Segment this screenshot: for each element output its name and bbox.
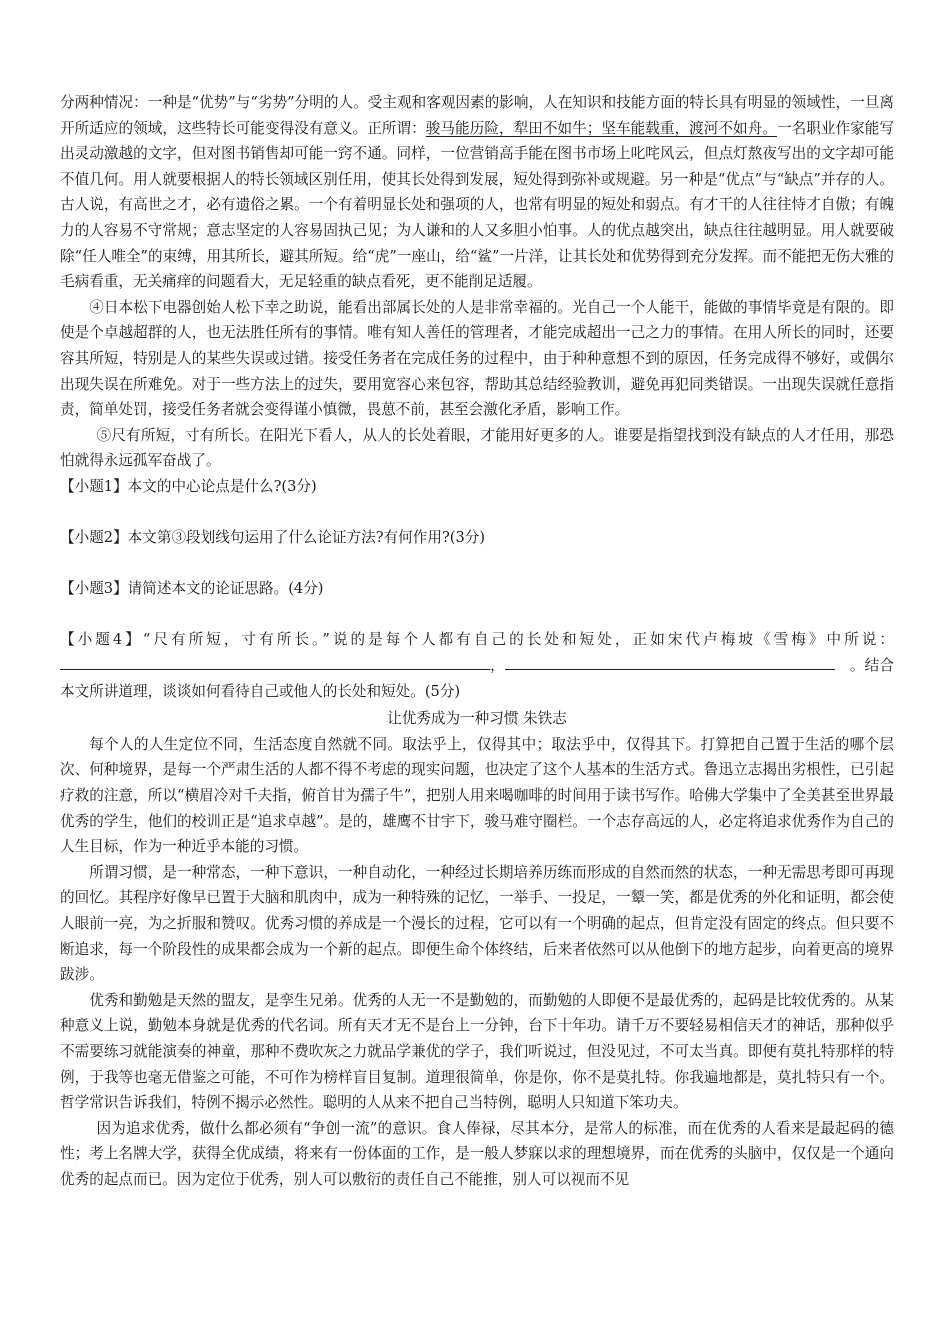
answer-space-1 (60, 500, 894, 526)
question-1: 【小题1】本文的中心论点是什么?(3分) (60, 477, 317, 495)
passage2-paragraph-2: 所谓习惯，是一种常态，一种下意识，一种自动化，一种经过长期培养历练而形成的自然而然的状态，一种无需思考即可再现的回忆。其程序好像早已置于大脑和肌肉中，成为一种特殊的记忆，一举手、一投足，一颦一笑，都是优秀的外化和证明，都会使人眼前一亮，为之折服和赞叹。优秀习惯的养成是一个漫长的过程，它可以有一个明确的起点，但肯定没有固定的终点。但只要不断追求，每一个阶段性的成果都会成为一个新的起点。即便生命个体终结，后来者依然可以从他倒下的地方起步，向着更高的境界跋涉。 (60, 863, 894, 984)
passage2-paragraph-3: 优秀和勤勉是天然的盟友，是孪生兄弟。优秀的人无一不是勤勉的，而勤勉的人即便不是最优秀的，起码是比较优秀的。从某种意义上说，勤勉本身就是优秀的代名词。所有天才无不是台上一分钟，台下十年功。请千万不要轻易相信天才的神话，那种似乎不需要练习就能演奏的神童，那种不费吹灰之力就品学兼优的学子，我们听说过，但没见过，不可太当真。即便有莫扎特那样的特例，于我等也毫无借鉴之可能，不可作为榜样盲目复制。道理很简单，你是你，你不是莫扎特。你我遍地都是，莫扎特只有一个。哲学常识告诉我们，特例不揭示必然性。聪明的人从来不把自己当特例，聪明人只知道下笨功夫。 (60, 991, 894, 1112)
fill-blank-2[interactable] (268, 653, 490, 670)
passage2-paragraph-4: 因为追求优秀，做什么都必须有“争创一流”的意识。食人俸禄，尽其本分，是常人的标准，而在优秀的人看来是最起码的德性；考上名牌大学，获得全优成绩，将来有一份体面的工作，是一般人梦寐以求的理想境界，而在优秀的头脑中，仅仅是一个通向优秀的起点而已。因为定位于优秀，别人可以敷衍的责任自己不能推，别人可以视而不见 (60, 1119, 894, 1188)
p3-text-before: 分两种情况：一种是“优势”与“劣势”分明的人。受主观和客观因素的影响，人在知识和技能方面的特长具有明显的领域性，一旦离开所适应的领域，这些特长可能变得没有意义。正所谓： (60, 94, 894, 137)
underlined-sentence: 骏马能历险，犁田不如牛；坚车能载重，渡河不如舟。 (425, 119, 777, 137)
question-4-rest: 。结合本文所讲道理，谈谈如何看待自己或他人的长处和短处。(5分) (60, 657, 894, 700)
answer-space-3 (60, 602, 894, 628)
fill-blank-3[interactable] (505, 653, 835, 670)
question-4-prompt: 【小题4】“尺有所短，寸有所长。”说的是每个人都有自己的长处和短处，正如宋代卢梅坡《雪梅》中所说： (60, 631, 894, 649)
p3-text-after: 一名职业作家能写出灵动激越的文字，但对图书销售却可能一窍不通。同样，一位营销高手能在图书市场上叱咤风云，但点灯熬夜写出的文字却可能不值几何。用人就要根据人的特长领域区别任用，使其长处得到发展，短处得到弥补或规避。另一种是“优点”与“缺点”并存的人。古人说，有高世之才，必有遗俗之累。一个有着明显长处和强项的人，也常有明显的短处和弱点。有才干的人往往恃才自傲；有魄力的人容易不守常规；意志坚定的人容易固执己见；为人谦和的人又多胆小怕事。人的优点越突出，缺点往往越明显。用人就要破除“任人唯全”的束缚，用其所长，避其所短。给“虎”一座山，给“鲨”一片洋，让其长处和优势得到充分发挥。而不能把无伤大雅的毛病看重，无关痛痒的问题看大，无足轻重的缺点看死，更不能削足适履。 (60, 119, 894, 291)
blank-separator: ， (490, 657, 505, 675)
passage1-paragraph-3 (60, 90, 894, 295)
answer-space-2 (60, 551, 894, 577)
passage2-paragraph-1: 每个人的人生定位不同，生活态度自然就不同。取法乎上，仅得其中；取法乎中，仅得其下。打算把自己置于生活的哪个层次、何种境界，是每一个严肃生活的人都不得不考虑的现实问题，也决定了这个人基本的生活方式。鲁迅立志揭出劣根性，已引起疗救的注意，所以“横眉冷对千夫指，俯首甘为孺子牛”，把别人用来喝咖啡的时间用于读书写作。哈佛大学集中了全美甚至世界最优秀的学生，他们的校训正是“追求卓越”。是的，雄鹰不甘宇下，骏马难守圈栏。一个志存高远的人，必定将追求优秀作为自己的人生目标，作为一种近乎本能的习惯。 (60, 735, 894, 856)
fill-blank-1[interactable] (60, 653, 268, 670)
passage2-title: 让优秀成为一种习惯 朱铁志 (387, 710, 567, 728)
question-2: 【小题2】本文第③段划线句运用了什么论证方法?有何作用?(3分) (60, 529, 486, 547)
passage1-paragraph-4: ④日本松下电器创始人松下幸之助说，能看出部属长处的人是非常幸福的。光自己一个人能干，能做的事情毕竟是有限的。即使是个卓越超群的人，也无法胜任所有的事情。唯有知人善任的管理者，才能完成超出一己之力的事情。在用人所长的同时，还要容其所短，特别是人的某些失误或过错。接受任务者在完成任务的过程中，由于种种意想不到的原因，任务完成得不够好，或偶尔出现失误在所难免。对于一些方法上的过失，要用宽容心来包容，帮助其总结经验教训，避免再犯同类错误。一出现失误就任意指责，简单处罚，接受任务者就会变得谨小慎微，畏葸不前，甚至会激化矛盾，影响工作。 (60, 298, 894, 419)
question-4 (60, 627, 894, 704)
question-3: 【小题3】请简述本文的论证思路。(4分) (60, 580, 324, 598)
passage1-paragraph-5: ⑤尺有所短，寸有所长。在阳光下看人，从人的长处着眼，才能用好更多的人。谁要是指望找到没有缺点的人才任用，那恐怕就得永远孤军奋战了。 (60, 426, 894, 470)
